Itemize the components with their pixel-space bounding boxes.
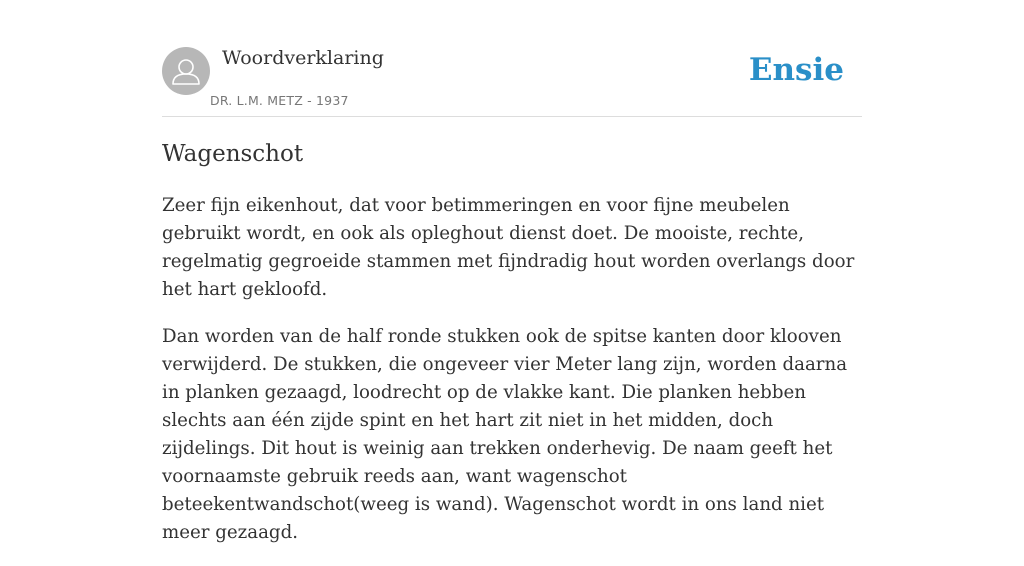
source-title[interactable]: Woordverklaring — [222, 47, 384, 69]
source-meta — [210, 93, 349, 109]
source-header — [162, 46, 862, 117]
article-paragraph: Zeer fijn eikenhout, dat voor betimmeringen en voor fijne meubelen gebruikt wordt, en ook als opleghout dienst doet. De mooiste, rechte, regelmatig gegroeide stammen met fijndradig hout worden overlangs door het hart gekloofd. — [162, 195, 855, 300]
avatar[interactable] — [162, 47, 210, 95]
article-paragraph: Dan worden van de half ronde stukken ook de spitse kanten door klooven verwijderd. De stukken, die ongeveer vier Meter lang zijn, worden daarna in planken gezaagd, loodrecht op de vlakke kant. Die planken hebben slechts aan één zijde spint en het hart zit niet in het midden, doch zijdelings. Dit hout is weinig aan trekken onderhevig. De naam geeft het voornaamste gebruik reeds aan, want wagenschot beteekentwandschot(weeg is wand). Wagenschot wordt in ons land niet meer gezaagd. — [162, 326, 848, 543]
article-title: Wagenschot — [162, 141, 304, 167]
source-author[interactable]: DR. L.M. METZ — [210, 93, 303, 108]
source-year: 1937 — [316, 93, 349, 108]
meta-separator: - — [302, 93, 317, 108]
ensie-logo-link[interactable]: Ensie — [748, 52, 844, 88]
user-outline-icon — [162, 47, 210, 95]
article-body — [162, 192, 862, 566]
